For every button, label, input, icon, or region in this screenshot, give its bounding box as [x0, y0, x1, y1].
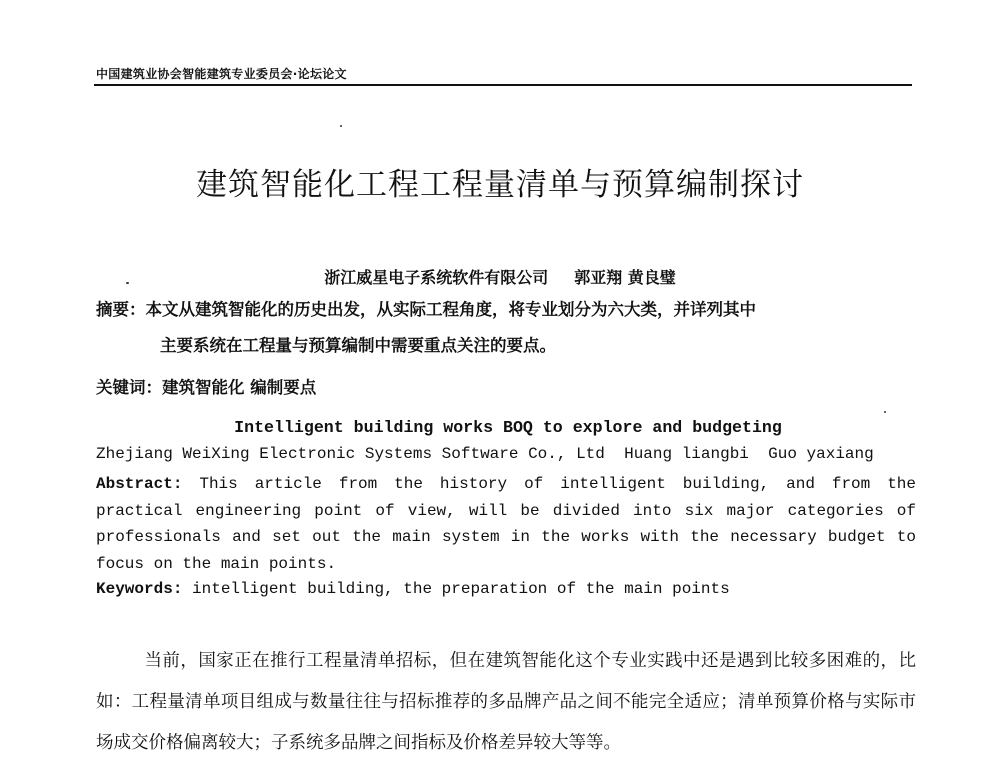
- english-abstract-text: This article from the history of intelligent building, and from the practical engineering point of view, will be divided into six major categories of professionals and set out the main system in the works with the necessary budget to focus on the main points.: [96, 475, 916, 573]
- keywords-cn-text: 建筑智能化 编制要点: [162, 378, 317, 397]
- abstract-cn-line1: 本文从建筑智能化的历史出发，从实际工程角度，将专业划分为六大类，并详列其中: [145, 300, 756, 319]
- header-rule: [94, 84, 912, 86]
- abstract-cn: [96, 292, 916, 364]
- running-head: 中国建筑业协会智能建筑专业委员会·论坛论文: [96, 67, 347, 81]
- affiliation: 浙江威星电子系统软件有限公司: [324, 268, 549, 287]
- abstract-cn-label: 摘要：: [96, 300, 146, 319]
- english-abstract: [96, 471, 916, 577]
- body-paragraph: [96, 641, 916, 764]
- body-paragraph-text: 当前，国家正在推行工程量清单招标，但在建筑智能化这个专业实践中还是遇到比较多困难的，比如：工程量清单项目组成与数量往往与招标推荐的多品牌产品之间不能完全适应；清单预算价格与实际市场成交价格偏离较大；子系统多品牌之间指标及价格差异较大等等。: [96, 651, 916, 753]
- english-keywords-label: Keywords:: [96, 580, 183, 598]
- author-line: [0, 265, 1000, 288]
- keywords-cn: [96, 374, 316, 398]
- scan-speck: [126, 282, 129, 284]
- scan-speck: [884, 411, 886, 413]
- scan-speck: [340, 125, 342, 127]
- abstract-cn-line2: 主要系统在工程量与预算编制中需要重点关注的要点。: [160, 336, 556, 355]
- english-keywords-text: intelligent building, the preparation of the main points: [182, 580, 730, 598]
- english-title: Intelligent building works BOQ to explore and budgeting: [234, 418, 782, 437]
- english-abstract-label: Abstract:: [96, 475, 183, 493]
- english-keywords: [96, 580, 730, 598]
- keywords-cn-label: 关键词：: [96, 378, 162, 397]
- article-title: 建筑智能化工程工程量清单与预算编制探讨: [196, 166, 804, 203]
- english-authors: Zhejiang WeiXing Electronic Systems Software Co., Ltd Huang liangbi Guo yaxiang: [96, 445, 874, 463]
- author-names: 郭亚翔 黄良璧: [574, 268, 676, 287]
